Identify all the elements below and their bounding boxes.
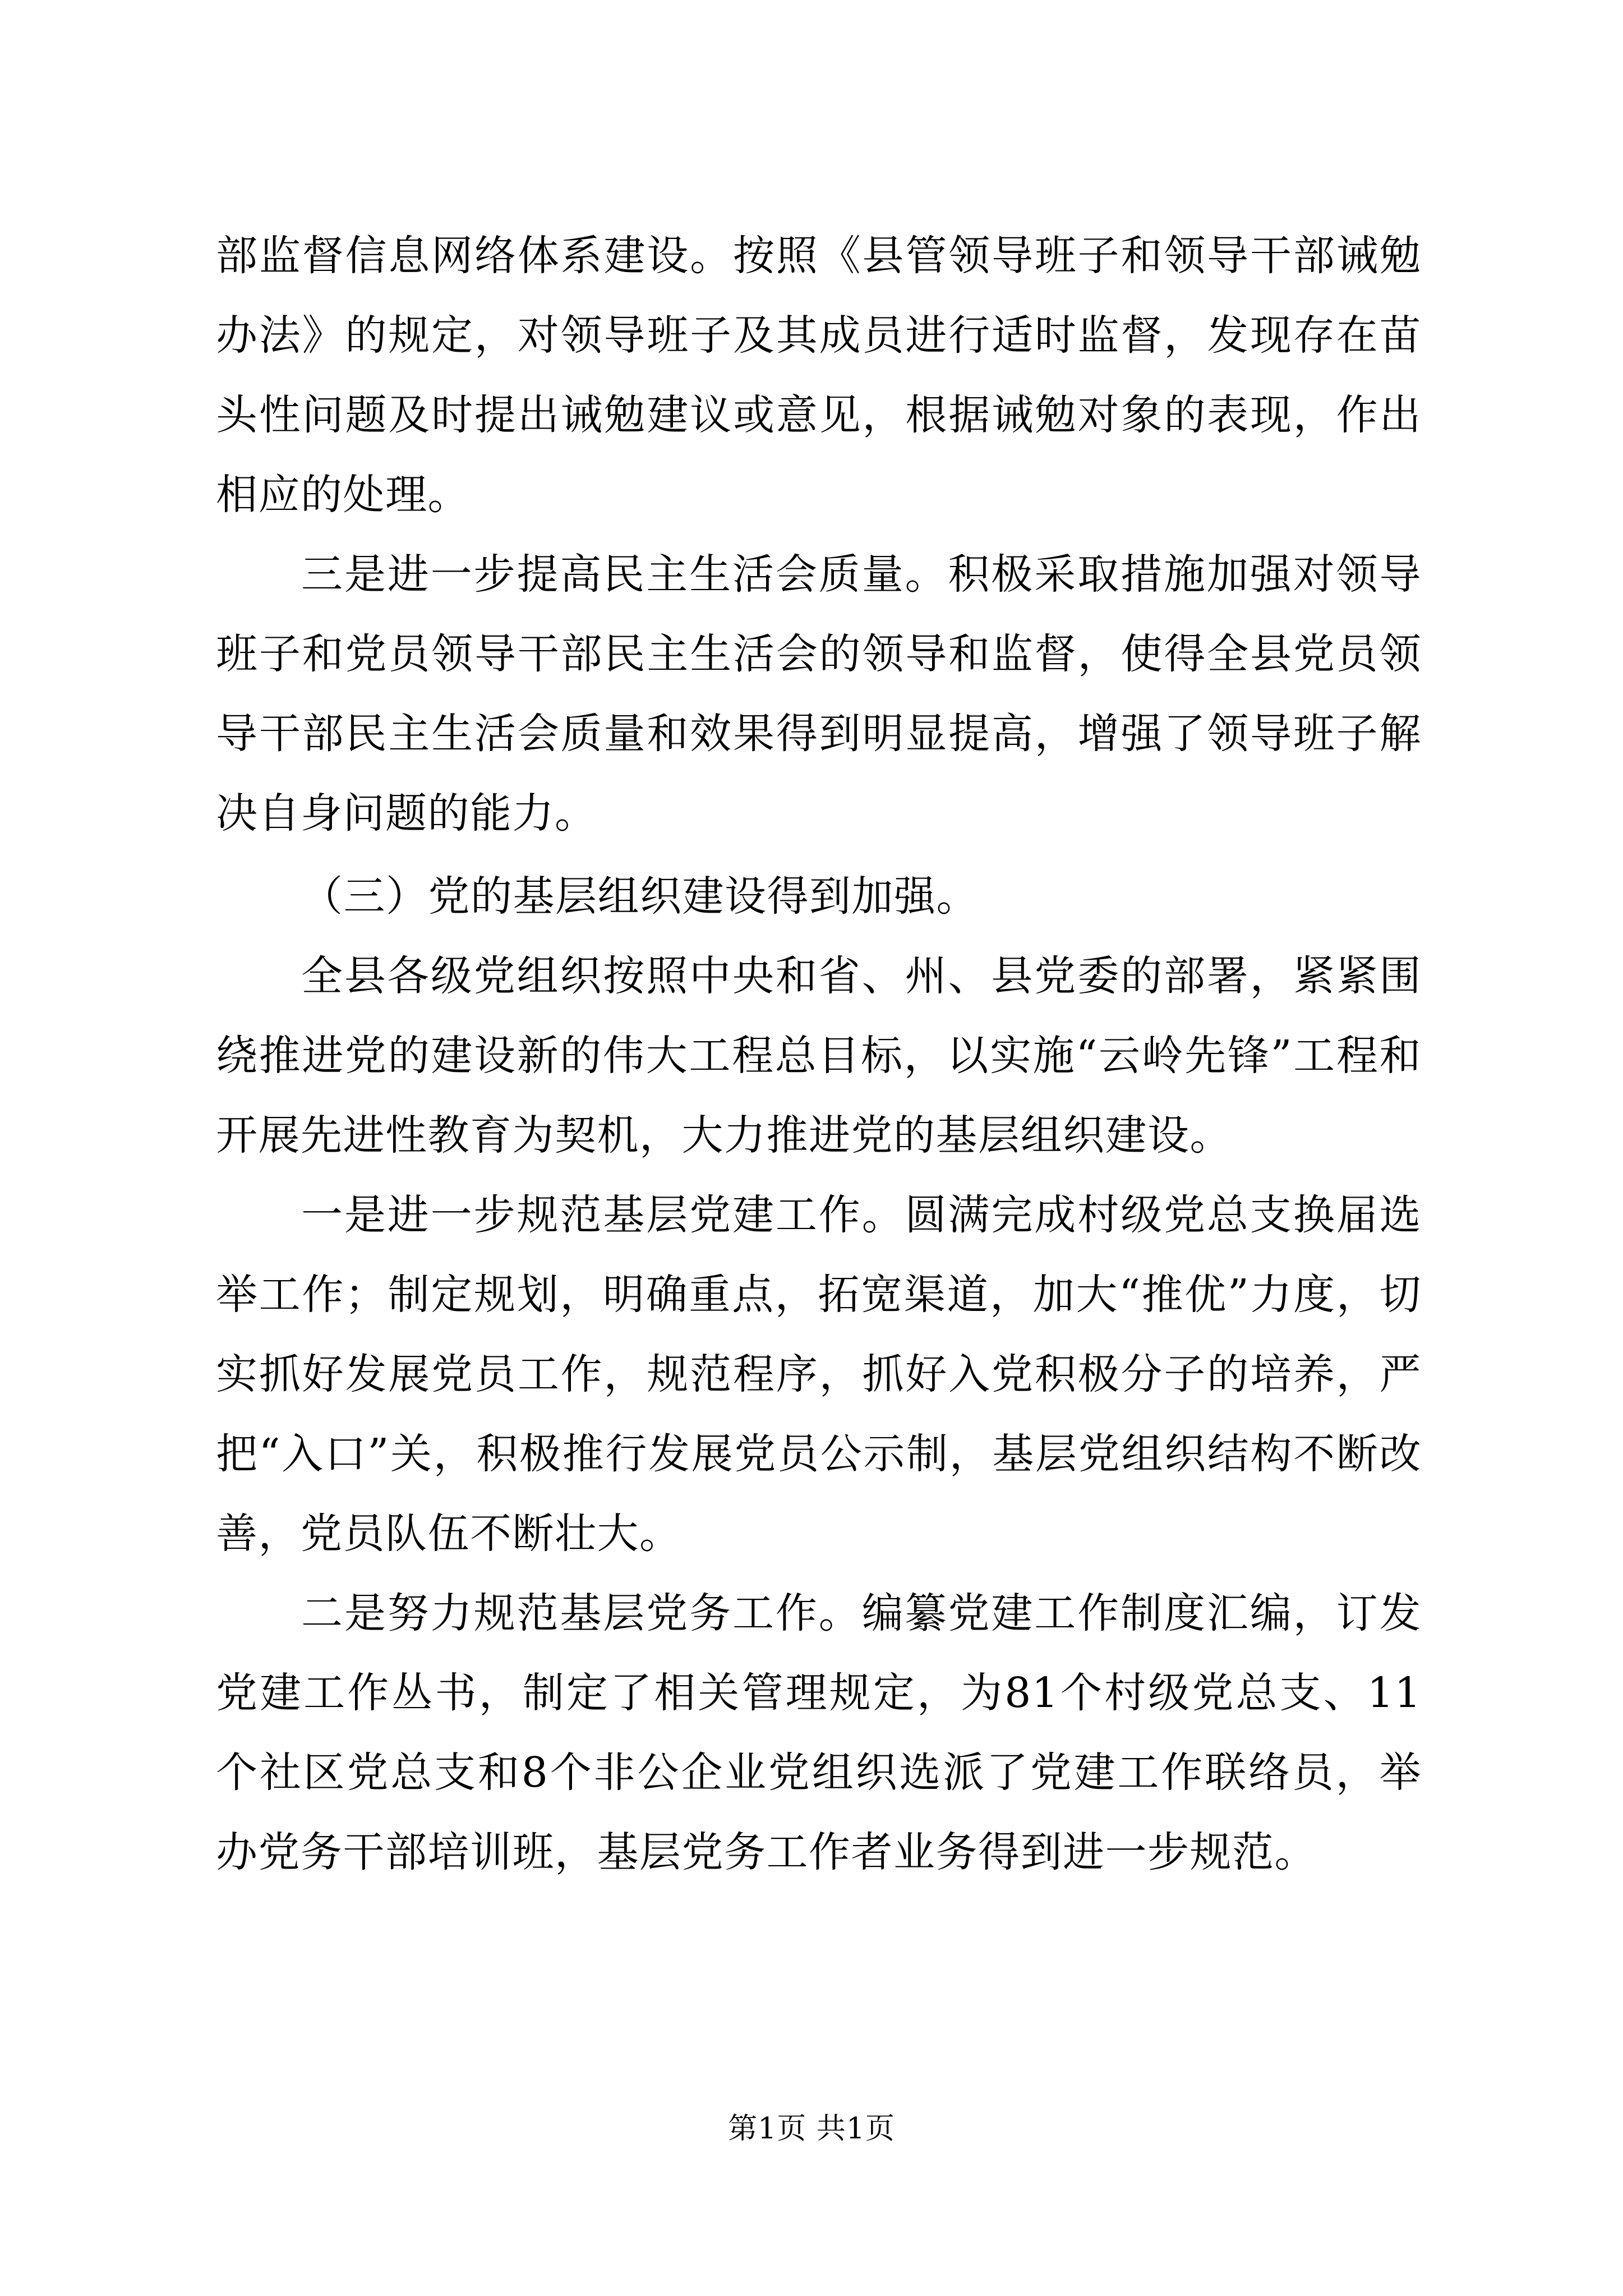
paragraph-supervision-network: 部监督信息网络体系建设。按照《县管领导班子和领导干部诫勉办法》的规定，对领导班子及其成员进行适时监督，发现存在苗头性问题及时提出诫勉建议或意见，根据诫勉对象的表现，作出相应的处理。: [216, 232, 1422, 519]
paragraph-grassroots-overview: 全县各级党组织按照中央和省、州、县党委的部署，紧紧围绕推进党的建设新的伟大工程总目标，以实施“云岭先锋”工程和开展先进性教育为契机，大力推进党的基层组织建设。: [216, 952, 1422, 1159]
paragraph-democratic-life-meeting: 三是进一步提高民主生活会质量。积极采取措施加强对领导班子和党员领导干部民主生活会的领导和监督，使得全县党员领导干部民主生活会质量和效果得到明显提高，增强了领导班子解决自身问题的能力。: [216, 550, 1422, 838]
page-footer: [0, 2109, 1623, 2148]
section-heading-grassroots: （三）党的基层组织建设得到加强。: [301, 872, 979, 921]
paragraph-grassroots-party-building: 一是进一步规范基层党建工作。圆满完成村级党总支换届选举工作；制定规划，明确重点，拓宽渠道，加大“推优”力度，切实抓好发展党员工作，规范程序，抓好入党积极分子的培养，严把“入口”关，积极推行发展党员公示制，基层党组织结构不断改善，党员队伍不断壮大。: [216, 1191, 1422, 1558]
document-body: [216, 216, 1422, 1892]
paragraph-grassroots-party-affairs: 二是努力规范基层党务工作。编纂党建工作制度汇编，订发党建工作丛书，制定了相关管理规定，为81个村级党总支、11个社区党总支和8个非公企业党组织选派了党建工作联络员，举办党务干部培训班，基层党务工作者业务得到进一步规范。: [216, 1589, 1422, 1876]
page-number-label: 第1页 共1页: [728, 2112, 895, 2146]
